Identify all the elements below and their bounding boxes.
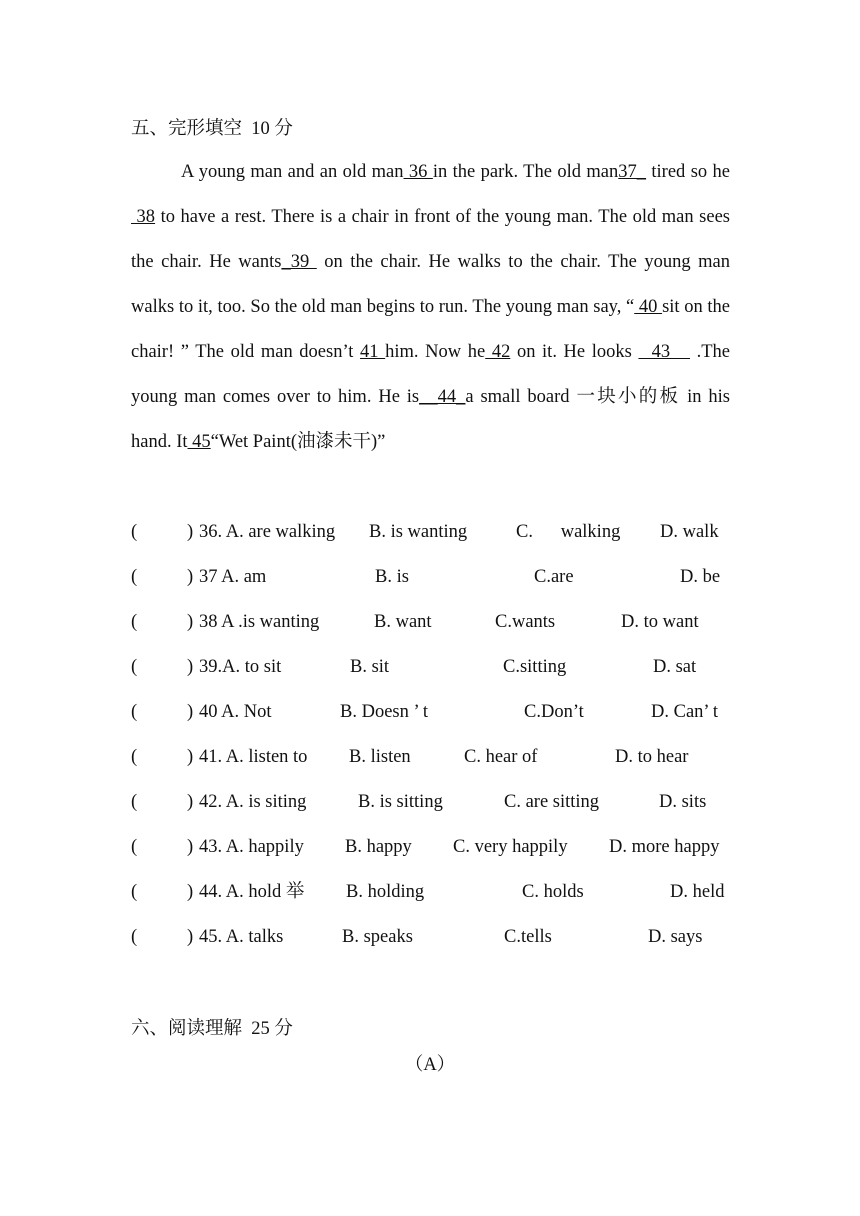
question-stem-option-a: 42. A. is siting xyxy=(199,792,307,812)
option-c: C.Don’t xyxy=(524,702,584,722)
passage-text: on it. He looks xyxy=(510,342,639,362)
option-b: B. is xyxy=(375,567,409,587)
answer-paren-close: ) xyxy=(187,702,194,722)
question-row xyxy=(131,645,751,690)
option-d: D. more happy xyxy=(609,837,720,857)
option-b: B. want xyxy=(374,612,432,632)
answer-paren-open: ( xyxy=(131,702,138,722)
question-stem-option-a: 43. A. happily xyxy=(199,837,304,857)
option-c: C.are xyxy=(534,567,574,587)
passage-text: sit on the chair! ” The old man doesn’t xyxy=(131,297,730,362)
answer-blank: 41 xyxy=(360,342,386,362)
option-c: C. are sitting xyxy=(504,792,600,812)
answer-paren-close: ) xyxy=(187,747,194,767)
answer-paren-open: ( xyxy=(131,747,138,767)
question-row xyxy=(131,510,751,555)
answer-paren-close: ) xyxy=(187,882,194,902)
passage-text: to have a rest. There is a chair in front of the young man. The old man sees the chair. He wants xyxy=(131,207,731,272)
answer-blank: 37_ xyxy=(618,162,646,182)
option-c: C.sitting xyxy=(503,657,567,677)
option-d: D. to hear xyxy=(615,747,689,767)
option-c: C. very happily xyxy=(453,837,568,857)
answer-paren-close: ) xyxy=(187,792,194,812)
answer-paren-close: ) xyxy=(187,612,194,632)
answer-paren-open: ( xyxy=(131,837,138,857)
answer-paren-close: ) xyxy=(187,522,194,542)
answer-blank: 45 xyxy=(187,432,211,452)
question-stem-option-a: 44. A. hold 举 xyxy=(199,882,305,902)
cloze-passage xyxy=(131,150,730,465)
option-b: B. listen xyxy=(349,747,411,767)
option-c: C.wants xyxy=(495,612,556,632)
question-stem-option-a: 40 A. Not xyxy=(199,702,272,722)
question-row xyxy=(131,825,751,870)
question-stem-option-a: 38 A .is wanting xyxy=(199,612,320,632)
passage-text: a small board 一块小的板 in his hand. It xyxy=(131,387,730,452)
question-row xyxy=(131,735,751,780)
question-row xyxy=(131,690,751,735)
answer-paren-open: ( xyxy=(131,927,138,947)
answer-paren-open: ( xyxy=(131,657,138,677)
question-stem-option-a: 37 A. am xyxy=(199,567,267,587)
option-d: D. held xyxy=(670,882,725,902)
answer-paren-open: ( xyxy=(131,612,138,632)
option-c: C. hear of xyxy=(464,747,538,767)
answer-paren-open: ( xyxy=(131,882,138,902)
question-stem-option-a: 45. A. talks xyxy=(199,927,284,947)
answer-paren-close: ) xyxy=(187,837,194,857)
option-d: D. be xyxy=(680,567,721,587)
answer-blank: 42 xyxy=(485,342,511,362)
answer-blank: 36 xyxy=(403,162,433,182)
answer-blank: 38 xyxy=(131,207,156,227)
option-c: C. walking xyxy=(516,522,621,542)
option-b: B. happy xyxy=(345,837,412,857)
question-row xyxy=(131,915,751,960)
answer-paren-close: ) xyxy=(187,927,194,947)
passage-text: .The young man comes over to him. He is xyxy=(131,342,730,407)
answer-paren-open: ( xyxy=(131,792,138,812)
answer-blank: _39 xyxy=(281,252,317,272)
answer-blank: __44_ xyxy=(419,387,466,407)
option-b: B. is sitting xyxy=(358,792,443,812)
option-b: B. sit xyxy=(350,657,390,677)
question-row xyxy=(131,780,751,825)
passage-text: in the park. The old man xyxy=(432,162,619,182)
answer-paren-close: ) xyxy=(187,657,194,677)
option-b: B. holding xyxy=(346,882,425,902)
passage-text: “Wet Paint(油漆未干)” xyxy=(210,432,386,452)
question-row xyxy=(131,555,751,600)
answer-blank: 43 xyxy=(638,342,690,362)
option-b: B. Doesn ’ t xyxy=(340,702,429,722)
option-d: D. says xyxy=(648,927,703,947)
section-heading-cloze: 五、完形填空 10 分 xyxy=(131,119,293,139)
option-b: B. speaks xyxy=(342,927,413,947)
option-d: D. sits xyxy=(659,792,707,812)
question-row xyxy=(131,870,751,915)
option-d: D. Can’ t xyxy=(651,702,718,722)
question-stem-option-a: 36. A. are walking xyxy=(199,522,336,542)
option-c: C. holds xyxy=(522,882,584,902)
reading-part-label: （A） xyxy=(404,1055,456,1075)
option-c: C.tells xyxy=(504,927,552,947)
answer-paren-close: ) xyxy=(187,567,194,587)
passage-text: A young man and an old man xyxy=(181,162,404,182)
passage-text: tired so he xyxy=(646,162,731,182)
option-b: B. is wanting xyxy=(369,522,468,542)
question-stem-option-a: 39.A. to sit xyxy=(199,657,282,677)
answer-paren-open: ( xyxy=(131,567,138,587)
passage-text: him. Now he xyxy=(385,342,486,362)
section-heading-reading: 六、阅读理解 25 分 xyxy=(131,1019,293,1039)
answer-paren-open: ( xyxy=(131,522,138,542)
passage-text: on the chair. He walks to the chair. The young man walks to it, too. So the old man begins to run. The young man say, “ xyxy=(131,252,731,317)
option-d: D. walk xyxy=(660,522,719,542)
question-row xyxy=(131,600,751,645)
option-d: D. to want xyxy=(621,612,699,632)
answer-blank: 40 xyxy=(634,297,663,317)
question-stem-option-a: 41. A. listen to xyxy=(199,747,308,767)
option-d: D. sat xyxy=(653,657,697,677)
